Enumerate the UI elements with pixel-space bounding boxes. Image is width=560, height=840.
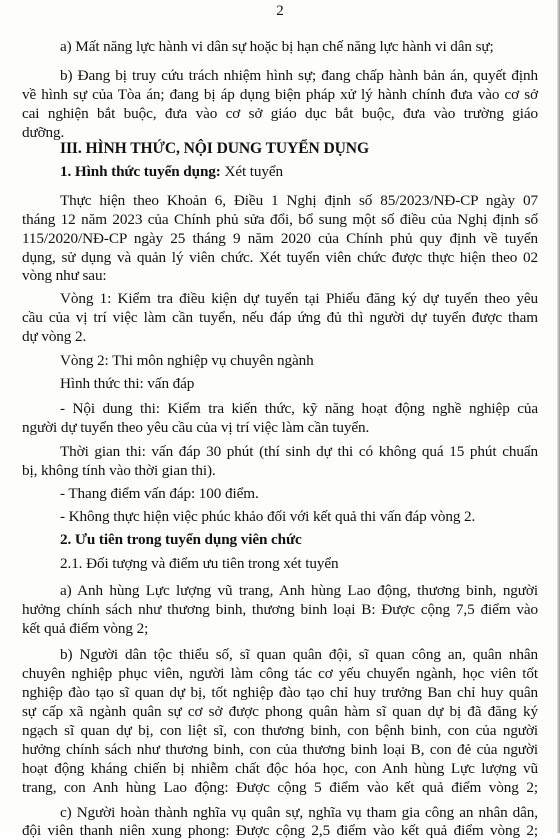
clause-a-line: a) Mất năng lực hành vi dân sự hoặc bị hạn chế năng lực hành vi dân sự; — [60, 38, 494, 55]
subsection-heading: 2.1. Đối tượng và điểm ưu tiên trong xét tuyển — [60, 555, 339, 572]
subsection-label: 1. Hình thức tuyển dụng: — [60, 163, 221, 180]
no-review-line: - Không thực hiện việc phúc khảo đối với kết quả thi vấn đáp vòng 2. — [60, 508, 476, 525]
priority-a-line: kết quả điểm vòng 2; — [22, 620, 149, 637]
priority-b-line: hoạt động kháng chiến bị nhiễm chất độc hóa học, con Anh hùng Lực lượng vũ — [22, 760, 538, 777]
section-heading: III. HÌNH THỨC, NỘI DUNG TUYỂN DỤNG — [60, 140, 369, 157]
round-1-line: Vòng 1: Kiểm tra điều kiện dự tuyển tại Phiếu đăng ký dự tuyển theo yêu — [60, 290, 538, 307]
priority-c-line: đội viên thanh niên xung phong: Được cộng 2,5 điểm vào kết quả điểm vòng 2; — [22, 822, 538, 839]
exam-time-line: bị, không tính vào thời gian thi). — [22, 462, 216, 479]
priority-b-line: sự cấp xã ngành quân sự cơ sở được phong quân hàm sĩ quan dự bị đã đăng ký — [22, 703, 538, 720]
priority-a-line: a) Anh hùng Lực lượng vũ trang, Anh hùng Lao động, thương binh, người — [60, 582, 538, 599]
body-line: tháng 12 năm 2023 của Chính phủ sửa đổi, bổ sung một số điều của Nghị định số — [22, 211, 538, 228]
body-line: vòng như sau: — [22, 267, 107, 284]
clause-b-line: b) Đang bị truy cứu trách nhiệm hình sự; đang chấp hành bản án, quyết định — [60, 67, 538, 84]
clause-b-line: về hình sự của Tòa án; đang bị áp dụng biện pháp xử lý hành chính đưa vào cơ sở — [22, 86, 538, 103]
subsection-value: Xét tuyển — [220, 163, 284, 180]
priority-a-line: hưởng chính sách như thương binh, thương binh loại B: Được cộng 7,5 điểm vào — [22, 601, 538, 618]
page-number: 2 — [276, 3, 284, 19]
priority-b-line: ngạch sĩ quan dự bị, con liệt sĩ, con thương binh, con bệnh binh, con của người — [22, 722, 538, 739]
body-line: 115/2020/NĐ-CP ngày 25 tháng 9 năm 2020 của Chính phủ quy định về tuyển — [22, 230, 538, 247]
exam-content-line: người dự tuyển theo yêu cầu của vị trí việc làm cần tuyển. — [22, 419, 370, 436]
round-2-line: Vòng 2: Thi môn nghiệp vụ chuyên ngành — [60, 352, 314, 369]
subsection-heading: 2. Ưu tiên trong tuyển dụng viên chức — [60, 531, 302, 548]
exam-time-line: Thời gian thi: vấn đáp 30 phút (thí sinh dự thi có không quá 15 phút chuẩn — [60, 443, 538, 460]
priority-b-line: nghiệp đào tạo sĩ quan dự bị, tốt nghiệp đào tạo chỉ huy trưởng Ban chỉ huy quân — [22, 684, 538, 701]
subsection-heading — [60, 162, 283, 181]
body-line: dụng, sử dụng và quản lý viên chức. Xét tuyển viên chức được thực hiện theo 02 — [22, 249, 538, 266]
exam-content-line: - Nội dung thi: Kiểm tra kiến thức, kỹ năng hoạt động nghề nghiệp của — [60, 400, 538, 417]
round-1-line: dự vòng 2. — [22, 328, 87, 345]
clause-b-line: cai nghiện bắt buộc, đưa vào cơ sở giáo dục bắt buộc, đưa vào trường giáo — [22, 105, 538, 122]
priority-c-line: c) Người hoàn thành nghĩa vụ quân sự, nghĩa vụ tham gia công an nhân dân, — [60, 804, 538, 821]
priority-b-line: b) Người dân tộc thiểu số, sĩ quan quân đội, sĩ quan công an, quân nhân — [60, 646, 538, 663]
body-line: Thực hiện theo Khoản 6, Điều 1 Nghị định số 85/2023/NĐ-CP ngày 07 — [60, 192, 538, 209]
priority-b-line: chuyên nghiệp phục viên, người làm công tác cơ yếu chuyển ngành, học viên tốt — [22, 665, 538, 682]
clause-b-line: dưỡng. — [22, 124, 65, 141]
exam-format-line: Hình thức thi: vấn đáp — [60, 375, 195, 392]
priority-b-line: hưởng chính sách như thương binh, con của thương binh loại B, con đẻ của người — [22, 741, 538, 758]
score-scale-line: - Thang điểm vấn đáp: 100 điểm. — [60, 485, 259, 502]
priority-b-line: trang, con Anh hùng Lao động: Được cộng 5 điểm vào kết quả điểm vòng 2; — [22, 779, 538, 796]
round-1-line: cầu của vị trí việc làm cần tuyển, nếu đáp ứng đủ thì người dự tuyển được tham — [22, 309, 538, 326]
